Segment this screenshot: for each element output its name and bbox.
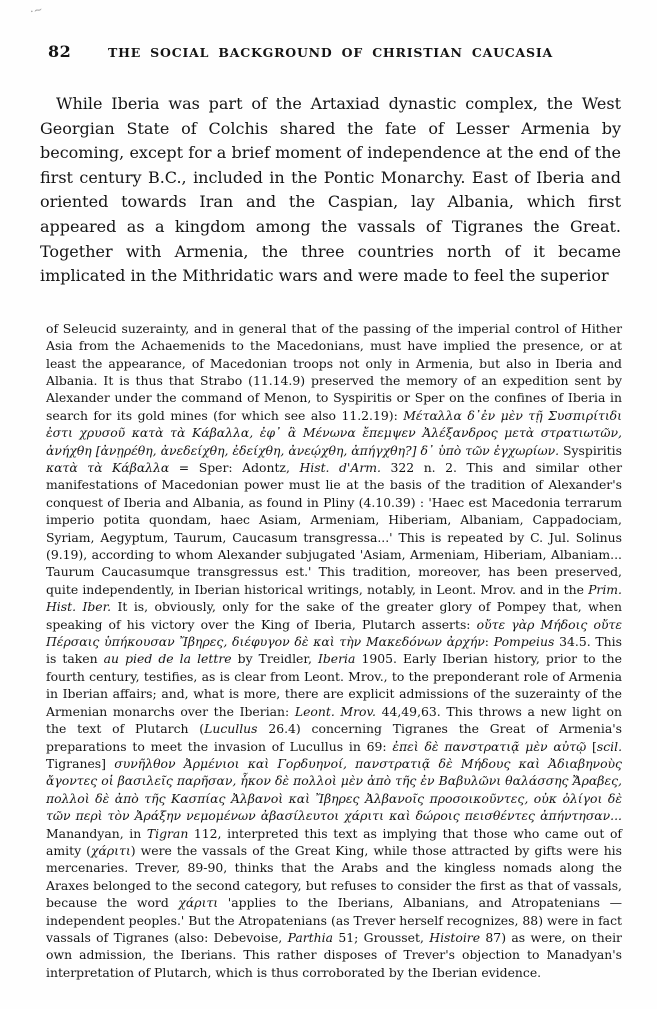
- running-header: [40, 42, 621, 64]
- scan-artifact: ·~: [28, 2, 45, 19]
- body-paragraph: While Iberia was part of the Artaxiad dynastic complex, the West Georgian State of Colchis shared the fate of Lesser Armenia by becoming, except for a brief moment of independence at the end of the first century B.C., included in the Pontic Monarchy. East of Iberia and oriented towards Iran and the Caspian, lay Albania, which first appeared as a kingdom among the vassals of Tigranes the Great. Together with Armenia, the three countries north of it became implicated in the Mithridatic wars and were made to feel the superior: [40, 94, 621, 286]
- page-number: 82: [48, 42, 72, 61]
- running-title: THE SOCIAL BACKGROUND OF CHRISTIAN CAUCASIA: [107, 45, 554, 60]
- footnote-block: of Seleucid suzerainty, and in general that of the passing of the imperial control of Hither Asia from the Achaemenids to the Macedonians, must have implied the presence, or at least the appearance, of Macedonian troops not only in Armenia, but also in Iberia and Albania. It is thus that Strabo (11.14.9) preserved the memory of an expedition sent by Alexander under the command of Menon, to Syspiritis or Sper on the confines of Iberia in search for its gold mines (for which see also 11.2.19): Μέταλλα δ᾽ἐν μὲν τῇ Συσπιρίτιδι ἐστι χρυσοῦ κατὰ τὰ Κάβαλλα, ἐφ᾽ ἃ Μένωνα ἔπεμψεν Ἀλέξανδρος μετὰ στρατιωτῶν, ἀνήχθη [ἀνῃρέθη, ἀνεδείχθη, ἐδείχθη, ἀνεῴχθη, ἀπήγχθη?] δ᾽ ὑπὸ τῶν ἐγχωρίων. Syspiritis κατὰ τὰ Κάβαλλα = Sper: Adontz, Hist. d'Arm. 322 n. 2. This and similar other manifestations of Macedonian power must lie at the basis of the tradition of Alexander's conquest of Iberia and Albania, as found in Pliny (4.10.39) : 'Haec est Macedonia terrarum imperio potita quondam, haec Asiam, Armeniam, Hiberiam, Albaniam, Cappadociam, Syriam, Aegyptum, Taurum, Caucasum transgressa...' This is repeated by C. Jul. Solinus (9.19), according to whom Alexander subjugated 'Asiam, Armeniam, Hiberiam, Albaniam... Taurum Caucasumque transgressus est.' This tradition, moreover, has been preserved, quite independently, in Iberian historical writings, notably, in Leont. Mrov. and in the Prim. Hist. Iber. It is, obviously, only for the sake of the greater glory of Pompey that, when speaking of his victory over the King of Iberia, Plutarch asserts: οὔτε γὰρ Μήδοις οὔτε Πέρσαις ὑπήκουσαν Ἴβηρες, διέφυγον δὲ καὶ τὴν Μακεδόνων ἀρχήν: Pompeius 34.5. This is taken au pied de la lettre by Treidler, Iberia 1905. Early Iberian history, prior to the fourth century, testifies, as is clear from Leont. Mrov., to the preponderant role of Armenia in Iberian affairs; and, what is more, there are explicit admissions of the suzerainty of the Armenian monarchs over the Iberian: Leont. Mrov. 44,49,63. This throws a new light on the text of Plutarch (Lucullus 26.4) concerning Tigranes the Great of Armenia's preparations to meet the invasion of Lucullus in 69: ἐπεὶ δὲ πανστρατιᾷ μὲν αὐτῷ [scil. Tigranes] συνῆλθον Ἀρμένιοι καὶ Γορδυηνοί, πανστρατιᾷ δὲ Μήδους καὶ Ἀδιαβηνοὺς ἄγοντες οἱ βασιλεῖς παρῆσαν, ἧκον δὲ πολλοὶ μὲν ἀπὸ τῆς ἐν Βαβυλῶνι θαλάσσης Ἄραβες, πολλοὶ δὲ ἀπὸ τῆς Κασπίας Ἀλβανοὶ καὶ Ἴβηρες Ἀλβανοῖς προσοικοῦντες, οὐκ ὀλίγοι δὲ τῶν περὶ τὸν Ἀράξην νεμομένων ἀβασίλευτοι χάριτι καὶ δώροις πεισθέντες ἀπήντησαν... Manandyan, in Tigran 112, interpreted this text as implying that those who came out of amity (χάριτι) were the vassals of the Great King, while those attracted by gifts were his mercenaries. Trever, 89-90, thinks that the Arabs and the kingless nomads along the Araxes belonged to the second category, but refuses to consider the first as that of vassals, because the word χάριτι 'applies to the Iberians, Albanians, and Atropatenians — independent peoples.' But the Atropatenians (as Trever herself recognizes, 88) were in fact vassals of Tigranes (also: Debevoise, Parthia 51; Grousset, Histoire 87) as were, on their own admission, the Iberians. This rather disposes of Trever's objection to Manadyan's interpretation of Plutarch, which is thus corroborated by the Iberian evidence.: [46, 320, 623, 980]
